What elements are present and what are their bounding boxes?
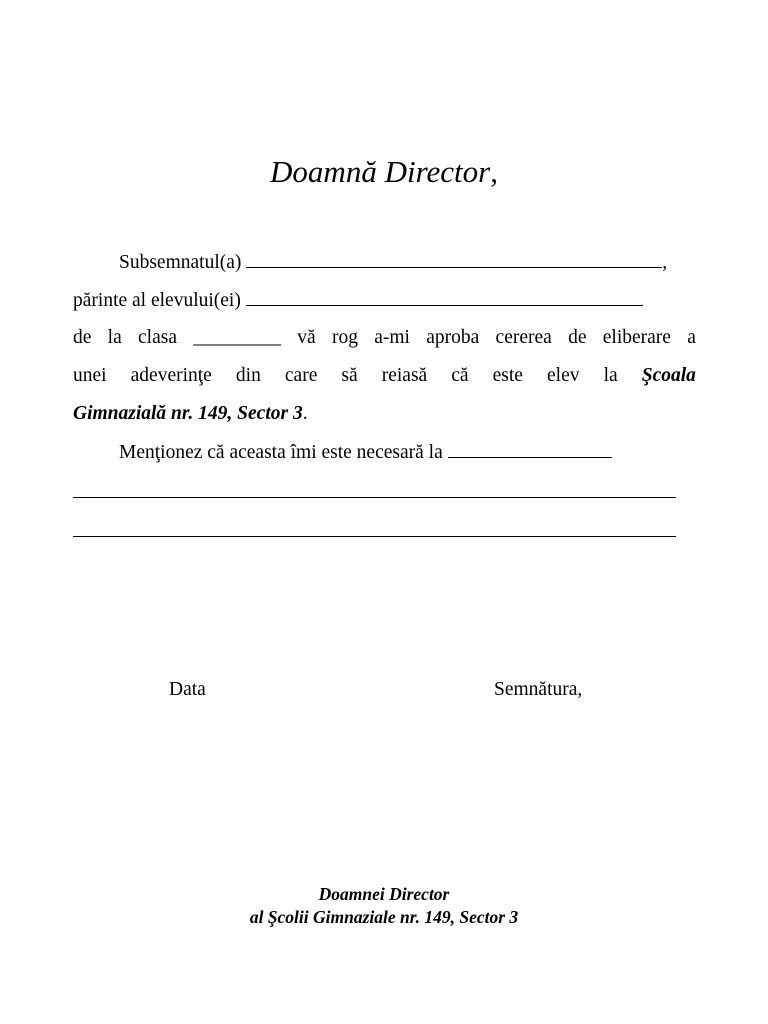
word: la bbox=[107, 327, 122, 348]
word: a bbox=[687, 327, 696, 348]
school-name-text: Gimnazială nr. 149, Sector 3 bbox=[73, 403, 303, 424]
student-name-label: părinte al elevului(ei) bbox=[73, 290, 246, 311]
applicant-name-blank[interactable] bbox=[246, 249, 662, 268]
applicant-name-line bbox=[119, 249, 696, 276]
page-title bbox=[0, 152, 768, 192]
word: reiasă bbox=[381, 365, 428, 386]
word: clasa bbox=[138, 327, 177, 348]
student-name-line bbox=[73, 287, 696, 314]
word: este bbox=[492, 365, 523, 386]
addressee-prefix: al Şcolii bbox=[249, 907, 309, 927]
word: unei bbox=[73, 365, 107, 386]
purpose-blank[interactable] bbox=[448, 439, 612, 458]
certificate-line bbox=[73, 363, 696, 389]
word: aproba bbox=[426, 327, 480, 348]
word: adeverinţe bbox=[130, 365, 212, 386]
word: _________ bbox=[193, 327, 282, 348]
school-name-period: . bbox=[302, 403, 308, 424]
title-text: Doamnă Director bbox=[270, 154, 491, 189]
school-name-start: Şcoala bbox=[641, 365, 696, 386]
word: a-mi bbox=[374, 327, 410, 348]
purpose-blank-line-2[interactable] bbox=[73, 536, 676, 537]
student-name-blank[interactable] bbox=[246, 287, 643, 306]
word: din bbox=[235, 365, 261, 386]
word: că bbox=[451, 365, 469, 386]
addressee-rest: Gimnaziale nr. 149, Sector 3 bbox=[308, 907, 519, 927]
addressee-line-1: Doamnei Director bbox=[318, 884, 450, 904]
word: de bbox=[568, 327, 587, 348]
class-request-line bbox=[73, 325, 696, 351]
word: să bbox=[341, 365, 358, 386]
word: rog bbox=[331, 327, 358, 348]
school-name-line bbox=[73, 401, 696, 427]
addressee-line-2 bbox=[0, 906, 768, 929]
purpose-label: Menţionez că aceasta îmi este necesară la bbox=[119, 442, 448, 463]
word: de bbox=[73, 327, 92, 348]
word: care bbox=[284, 365, 318, 386]
signature-label: Semnătura, bbox=[494, 679, 583, 700]
date-label: Data bbox=[169, 679, 206, 700]
applicant-name-comma: , bbox=[662, 252, 668, 273]
applicant-name-label: Subsemnatul(a) bbox=[119, 252, 247, 273]
word: elev bbox=[547, 365, 580, 386]
word: vă bbox=[297, 327, 316, 348]
word: cererea bbox=[495, 327, 552, 348]
title-punctuation: , bbox=[490, 154, 498, 189]
word: eliberare bbox=[602, 327, 671, 348]
purpose-line bbox=[119, 439, 696, 466]
purpose-blank-line-1[interactable] bbox=[73, 497, 676, 498]
word: la bbox=[603, 365, 618, 386]
